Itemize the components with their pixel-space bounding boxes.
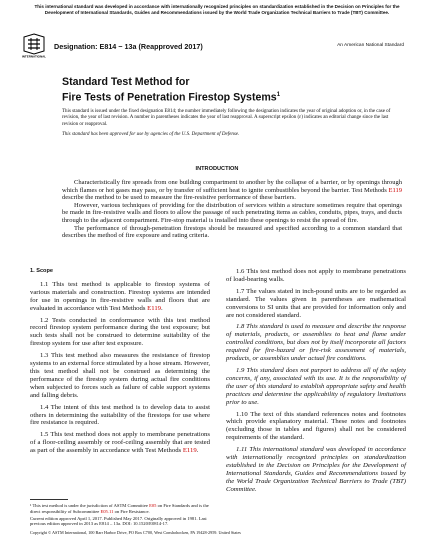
- section-1-2: 1.2 Tests conducted in conformance with this test method record firestop system performance during the test exposure; but such tests shall not be construed to determine suitability of the firestop system for use after test exposure.: [30, 316, 210, 348]
- e05-link[interactable]: E05: [149, 503, 157, 508]
- intro-paragraph: The performance of through-penetration firestops should be measured and specified according to a common standard that describes the method of fire exposure and rating criteria.: [62, 224, 402, 240]
- issuance-note: This standard is issued under the fixed designation E814; the number immediately following the designation indicates the year of original adoption or, in the case of revision, the year of last revision. A number in parentheses indicates the year of last reapproval. A superscript epsilon (ε) indicates an editorial change since the last revision or reapproval.: [62, 109, 391, 127]
- intro-paragraph: Characteristically fire spreads from one building compartment to another by the collapse of a barrier, or by openings through which flames or hot gases may pass, or by transfer of sufficient heat to ignite combustibles beyond the barrier. Test Methods E119 describe the method to be used to measure the fire-resistive performance of these barriers.: [62, 179, 402, 202]
- e119-link[interactable]: E119: [182, 447, 197, 455]
- section-1-4: 1.4 The intent of this test method is to develop data to assist others in determining the suitability of the firestops for use where fire resistance is required.: [30, 403, 210, 427]
- introduction-heading: INTRODUCTION: [195, 166, 239, 172]
- left-column: [30, 268, 210, 459]
- introduction-body: [62, 179, 402, 240]
- astm-logo: [21, 34, 47, 59]
- section-1-6: 1.6 This test method does not apply to membrane penetrations of load-bearing walls.: [226, 268, 406, 283]
- section-1-10: 1.10 The text of this standard references notes and footnotes which provide explanatory material. These notes and footnotes (excluding those in tables and figures) shall not be considered requirements of the standard.: [226, 410, 406, 442]
- e05-11-link[interactable]: E05.11: [100, 508, 114, 514]
- e119-link[interactable]: E119: [147, 304, 162, 312]
- title-line-1: Standard Test Method for: [62, 76, 190, 88]
- footnote-divider: [30, 499, 68, 500]
- footnote-edition: Current edition approved April 1, 2017. Published May 2017. Originally approved in 1981. Last previous edition approved in 2013 as E814 – 13a. DOI: 10.1520/E0814-17.: [30, 515, 207, 527]
- svg-text:INTERNATIONAL: INTERNATIONAL: [21, 54, 47, 59]
- tbt-notice: This international standard was developed in accordance with internationally recognized principles on standardization established in the Decision on Principles for the Development of International Standards, Guides and Recommendations issued by the World Trade Organization Technical Barriers to Trade (TBT) Committee.: [34, 4, 400, 15]
- dod-approval-note: This standard has been approved for use by agencies of the U.S. Department of Defense.: [62, 132, 240, 137]
- right-column: [226, 268, 406, 498]
- e119-link[interactable]: E119: [388, 186, 402, 194]
- footnotes: [30, 503, 210, 528]
- document-title: [62, 76, 280, 104]
- section-1-8: 1.8 This standard is used to measure and describe the response of materials, products, or assemblies to heat and flame under controlled conditions, but does not by itself incorporate all factors required for fire-hazard or fire-risk assessment of materials, products, or assemblies under actual fire conditions.: [226, 323, 406, 363]
- designation: Designation: E814 − 13a (Reapproved 2017): [54, 42, 203, 51]
- footnote-1: ¹ This test method is under the jurisdiction of ASTM Committee E05 on Fire Standards and is the direct responsibility of Subcommittee E05.11 on Fire Resistance.: [30, 503, 209, 514]
- american-national-standard: An American National Standard: [337, 43, 404, 48]
- copyright-line: Copyright © ASTM International, 100 Barr Harbor Drive, PO Box C700, West Conshohocken, PA 19428-2959. United States: [30, 530, 241, 535]
- scope-heading: 1. Scope: [30, 268, 54, 274]
- section-1-7: 1.7 The values stated in inch-pound units are to be regarded as standard. The values given in parentheses are mathematical conversions to SI units that are provided for information only and are not considered standard.: [226, 287, 406, 319]
- intro-paragraph: However, various techniques of providing for the distribution of services within a structure sometimes require that openings be made in fire-resistive walls and floors to allow the passage of such penetrating items as cables, conduits, pipes, trays, and ducts through to the adjacent compartment. Fire-stop material is installed into these openings to resist the spread of fire.: [62, 201, 402, 224]
- section-1-9: 1.9 This standard does not purport to address all of the safety concerns, if any, associated with its use. It is the responsibility of the user of this standard to establish appropriate safety and health practices and determine the applicability of regulatory limitations prior to use.: [226, 366, 406, 406]
- section-1-5: 1.5 This test method does not apply to membrane penetrations of a floor-ceiling assembly or roof-ceiling assembly that are tested as part of the assembly in accordance with Test Methods E119.: [30, 431, 210, 455]
- section-1-11: 1.11 This international standard was developed in accordance with internationally recognized principles on standardization established in the Decision on Principles for the Development of International Standards, Guides and Recommendations issued by the World Trade Organization Technical Barriers to Trade (TBT) Committee.: [226, 446, 406, 493]
- section-1-3: 1.3 This test method also measures the resistance of firestop systems to an external force stimulated by a hose stream. However, this test method shall not be construed as determining the performance of the firestop system during actual fire conditions when subjected to forces such as failure of cable support systems and falling debris.: [30, 352, 210, 399]
- title-line-2: Fire Tests of Penetration Firestop Systems: [62, 91, 277, 104]
- section-1-1: 1.1 This test method is applicable to firestop systems of various materials and construction. Firestop systems are intended for use in openings in fire-resistive walls and floors that are evaluated in accordance with Test Methods E119.: [30, 280, 210, 312]
- title-footnote-mark: 1: [276, 91, 281, 98]
